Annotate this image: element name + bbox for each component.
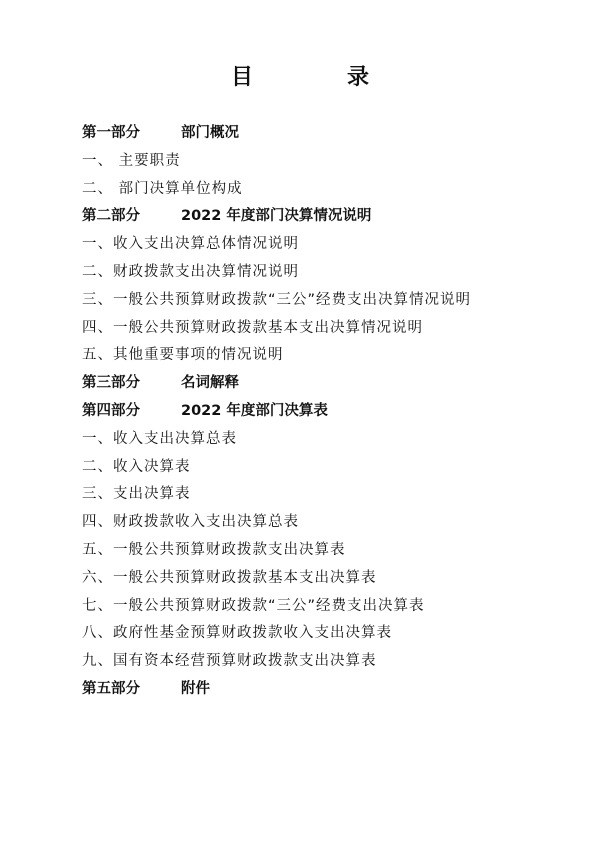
part-number: 第二部分 [82, 208, 140, 225]
part-number: 第一部分 [82, 125, 140, 141]
part-title: 2022 年度部门决算表 [181, 402, 328, 419]
toc-part-heading [82, 370, 562, 398]
toc-item: 五、其他重要事项的情况说明 [82, 347, 284, 364]
page-title: 目 录 [230, 65, 405, 90]
toc-item: 三、一般公共预算财政拨款“三公”经费支出决算情况说明 [82, 291, 472, 308]
toc-item: 二、财政拨款支出决算情况说明 [82, 263, 299, 280]
part-number: 第三部分 [82, 375, 140, 392]
toc-item: 四、财政拨款收入支出决算总表 [82, 514, 299, 531]
table-of-contents [82, 120, 562, 704]
toc-item: 八、政府性基金预算财政拨款收入支出决算表 [82, 625, 392, 642]
toc-item: 一、 主要职责 [82, 152, 181, 169]
part-title: 2022 年度部门决算情况说明 [181, 208, 372, 225]
toc-item: 二、 部门决算单位构成 [82, 180, 243, 197]
toc-item: 二、收入决算表 [82, 458, 191, 475]
toc-part-heading [82, 203, 562, 231]
toc-part-heading [82, 120, 562, 148]
toc-item: 九、国有资本经营预算财政拨款支出决算表 [82, 653, 377, 670]
toc-item: 七、一般公共预算财政拨款“三公”经费支出决算表 [82, 597, 425, 614]
toc-item: 三、支出决算表 [82, 486, 191, 503]
part-title: 部门概况 [181, 125, 239, 141]
part-number: 第四部分 [82, 402, 140, 419]
toc-part-heading [82, 398, 562, 426]
toc-item: 四、一般公共预算财政拨款基本支出决算情况说明 [82, 319, 423, 336]
toc-item: 一、收入支出决算总体情况说明 [82, 236, 299, 253]
part-title: 附件 [181, 680, 210, 697]
toc-item: 五、一般公共预算财政拨款支出决算表 [82, 541, 346, 558]
part-number: 第五部分 [82, 680, 140, 697]
toc-part-heading [82, 676, 562, 704]
toc-item: 六、一般公共预算财政拨款基本支出决算表 [82, 569, 377, 586]
toc-item: 一、收入支出决算总表 [82, 430, 237, 447]
part-title: 名词解释 [181, 375, 239, 392]
